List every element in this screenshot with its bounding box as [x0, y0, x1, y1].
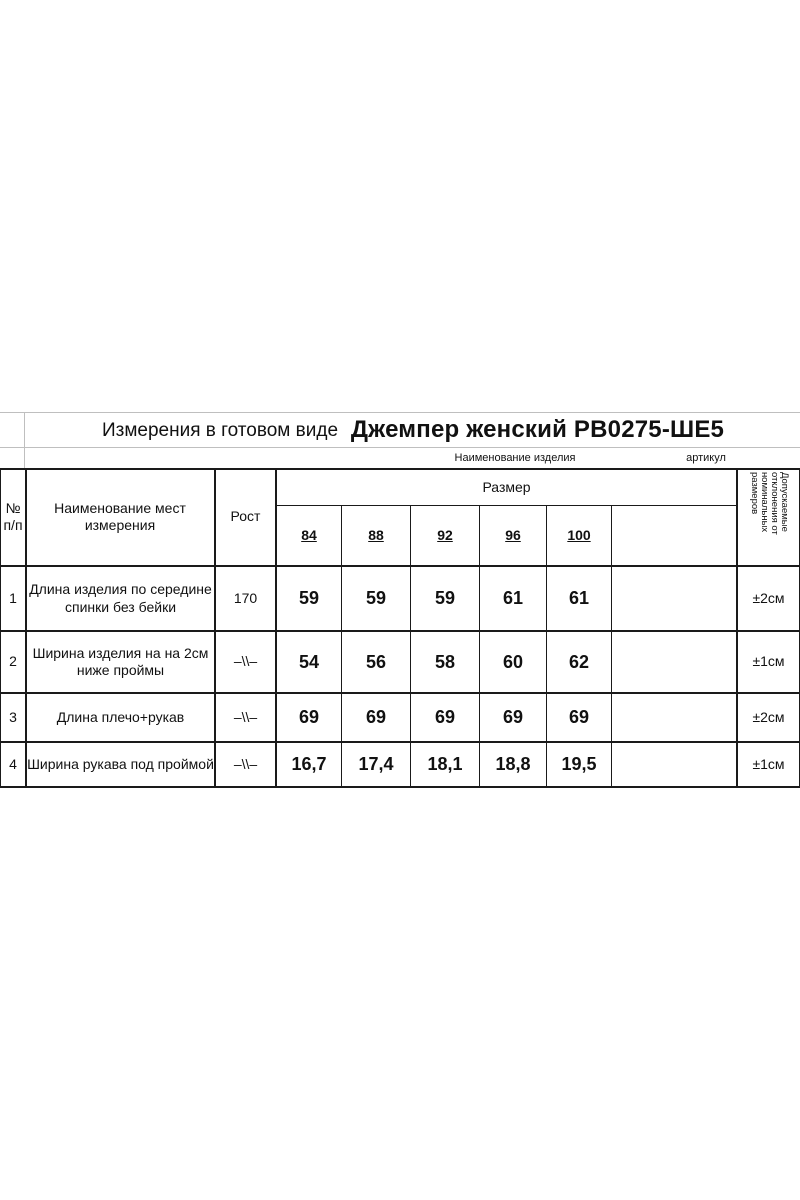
row-height: –\\– — [233, 755, 258, 772]
row-value: 69 — [502, 707, 524, 728]
row-value: 60 — [502, 651, 524, 672]
row-value: 61 — [568, 588, 590, 609]
size-96: 96 — [505, 526, 521, 543]
row-tolerance: ±2см — [752, 589, 785, 606]
header-size: Размер — [482, 479, 531, 496]
row-value: 54 — [298, 651, 320, 672]
row-measurement-name: Длина изделия по середине спинки без бейки — [29, 581, 212, 615]
row-value: 59 — [434, 588, 456, 609]
row-number: 2 — [9, 653, 17, 670]
header-tolerance: Допускаемые отклонения от номинальных размеров — [748, 471, 790, 535]
header-measurement-name: Наименование мест измерения — [54, 499, 186, 533]
row-value: 69 — [365, 707, 387, 728]
size-88: 88 — [368, 526, 384, 543]
row-number: 3 — [9, 708, 17, 725]
article-label: артикул — [686, 452, 726, 465]
row-tolerance: ±1см — [752, 653, 785, 670]
row-value: 69 — [434, 707, 456, 728]
size-92: 92 — [437, 526, 453, 543]
row-value: 61 — [502, 588, 524, 609]
row-value: 56 — [365, 651, 387, 672]
row-value: 58 — [434, 651, 456, 672]
row-tolerance: ±1см — [752, 755, 785, 772]
row-measurement-name: Ширина изделия на на 2см ниже проймы — [32, 644, 209, 678]
row-value: 19,5 — [561, 754, 597, 775]
row-tolerance: ±2см — [752, 708, 785, 725]
row-number: 4 — [9, 755, 17, 772]
size-84: 84 — [301, 526, 317, 543]
row-height: –\\– — [233, 708, 258, 725]
row-value: 18,1 — [427, 754, 463, 775]
row-value: 17,4 — [358, 754, 394, 775]
row-value: 62 — [568, 651, 590, 672]
product-name-label: Наименование изделия — [454, 452, 576, 465]
header-height: Рост — [230, 508, 261, 525]
row-value: 59 — [365, 588, 387, 609]
row-value: 69 — [298, 707, 320, 728]
row-value: 59 — [298, 588, 320, 609]
row-value: 16,7 — [291, 754, 327, 775]
row-number: 1 — [9, 589, 17, 606]
row-measurement-name: Длина плечо+рукав — [56, 708, 185, 725]
sheet-title-right: Джемпер женский PB0275-ШЕ5 — [350, 416, 725, 443]
row-height: 170 — [233, 589, 258, 606]
header-tolerance-cell — [738, 470, 799, 565]
row-measurement-name: Ширина рукава под проймой — [27, 755, 214, 772]
size-100: 100 — [567, 526, 591, 543]
sheet-title-left: Измерения в готовом виде — [101, 420, 339, 442]
row-value: 18,8 — [495, 754, 531, 775]
row-height: –\\– — [233, 653, 258, 670]
header-number: № п/п — [3, 499, 23, 533]
row-value: 69 — [568, 707, 590, 728]
